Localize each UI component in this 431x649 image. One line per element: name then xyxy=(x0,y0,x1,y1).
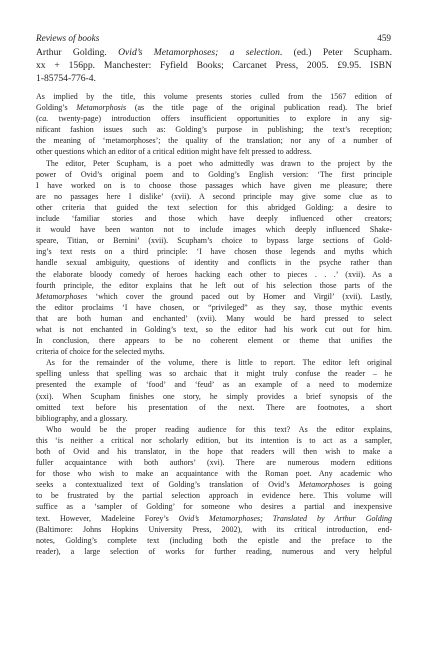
paragraph xyxy=(36,91,392,158)
text-line: The editor, Peter Scupham, is a poet who admittedly was drawn to the project by the xyxy=(46,158,392,168)
text-line: spelling unless that spelling was so archaic that it might truly confuse the reader – he xyxy=(36,369,392,379)
text-line: In conclusion, there appears to be no coherent element or theme that unifies the xyxy=(36,336,392,346)
text-line: nificant fashion issues such as: Golding’s purpose in publishing; the text’s reception; xyxy=(36,125,392,135)
text-line: As implied by the title, this volume presents stories culled from the 1567 edition of xyxy=(36,92,392,101)
text-line: (Baltimore: Johns Hopkins University Press, 2002), with its critical introduction, end- xyxy=(36,524,392,534)
text-line: the editor proclaims ‘I have chosen, or “privileged” as they say, those mythic events xyxy=(36,302,392,312)
paragraph xyxy=(36,357,392,424)
text-line: bibliography, and a glossary. xyxy=(36,413,128,423)
running-title: Reviews of books xyxy=(36,33,100,43)
text-line: speare, Titian, or Bernini’ (xvii). Scupham’s choice to bypass large sections of Gold- xyxy=(36,236,392,246)
text-line: other criteria that guided the text selection for this abridged Golding: a desire to xyxy=(36,202,392,212)
running-head xyxy=(36,33,391,45)
text-line: (xxi). When Scupham finishes one story, he simply provides a brief synopsis of the xyxy=(36,391,392,401)
text-line: presented the example of ‘food’ and ‘feud’ as an example of a need to modernize xyxy=(36,380,392,390)
text-line: are no passages here I dislike’ (xvii). A second principle may give some clue as to xyxy=(36,191,392,201)
text-line: text. However, Madeleine Forey’s Ovid’s Metamorphoses; Translated by Arthur Golding xyxy=(36,513,392,523)
text-line: this ‘is neither a critical nor scholarly edition, but its intention is to act as a sampler, xyxy=(36,435,392,445)
text-line: (ca. twenty-page) introduction offers insufficient opportunities to explore in any sig- xyxy=(36,114,392,124)
book-citation xyxy=(36,46,392,85)
page-number: 459 xyxy=(377,33,391,43)
text-line: omitted text before his presentation of the next. There are footnotes, a short xyxy=(36,402,392,412)
text-line: fuller acquaintance with both authors’ (xvi). There are numerous modern editions xyxy=(36,458,392,468)
text-line: suffice as a ‘sampler of Golding’ for someone who desires a partial and inexpensive xyxy=(36,502,392,512)
text-line: include ‘familiar stories and those which have deeply influenced other creators; xyxy=(36,214,392,224)
text-line: it would have been wanton not to include images which deeply influenced Shake- xyxy=(36,225,392,235)
text-line: I have worked on is to choose those passages which have given me pleasure; there xyxy=(36,180,392,190)
citation-line: 1-85754-776-4. xyxy=(36,73,96,84)
citation-line: xx + 156pp. Manchester: Fyfield Books; Carcanet Press, 2005. £9.95. ISBN xyxy=(36,60,392,71)
text-line: that are both human and enchanted’ (xvii). Many would be hard pressed to select xyxy=(36,313,392,323)
text-line: other questions which an editor of a critical edition might have felt pressed to address. xyxy=(36,147,312,157)
text-line: notes, Golding’s complete text (including both the epistle and the preface to the xyxy=(36,535,392,545)
text-line: both of Ovid and his translator, in the hope that readers will then wish to make a xyxy=(36,447,392,456)
paragraph xyxy=(36,424,392,557)
text-line: ing’s text rests on a third principle: ‘I have chosen those legends and myths which xyxy=(36,247,392,257)
text-line: criteria of choice for the selected myths. xyxy=(36,347,165,357)
text-line: seeks a contextualized text of Golding’s translation of Ovid’s Metamorphoses is going xyxy=(36,480,392,490)
text-line: the meaning of ‘metamorphoses’; the quality of the translation; nor any of a number of xyxy=(36,136,392,146)
text-line: the elaborate bloody comedy of heroes hacking each other to pieces . . .’ (xvii). As a xyxy=(36,269,392,279)
text-line: power of Ovid’s original poem and to Golding’s English version: ‘The first principle xyxy=(36,169,392,179)
text-line: Golding’s Metamorphosis (as the title page of the original publication read). The brief xyxy=(36,103,392,113)
review-body xyxy=(36,91,392,557)
citation-line: Arthur Golding. Ovid’s Metamorphoses; a selection. (ed.) Peter Scupham. xyxy=(36,47,392,58)
text-line: Metamorphoses ‘which cover the ground paced out by Homer and Virgil’ (xvii). Lastly, xyxy=(36,291,392,301)
text-line: handle sexual ambiguity, questions of identity and conflicts in the psyche rather than xyxy=(36,258,392,268)
text-line: what is not enchanted in Golding’s text, so the editor had his work cut out for him. xyxy=(36,324,392,334)
text-line: fourth principle, the editor explains that he left out of his selection those parts of the xyxy=(36,280,392,290)
text-line: to be frustrated by the partial selection approach in evidence here. This volume will xyxy=(36,491,392,501)
text-line: As for the remainder of the volume, there is little to report. The editor left original xyxy=(46,358,392,368)
text-line: reader), a large selection of works for further reading, numerous and very helpful xyxy=(36,546,392,556)
text-line: Who would be the proper reading audience for this text? As the editor explains, xyxy=(46,424,392,434)
text-line: for those who wish to make an acquaintance with the Roman poet. Any academic who xyxy=(36,469,392,479)
paragraph xyxy=(36,158,392,358)
